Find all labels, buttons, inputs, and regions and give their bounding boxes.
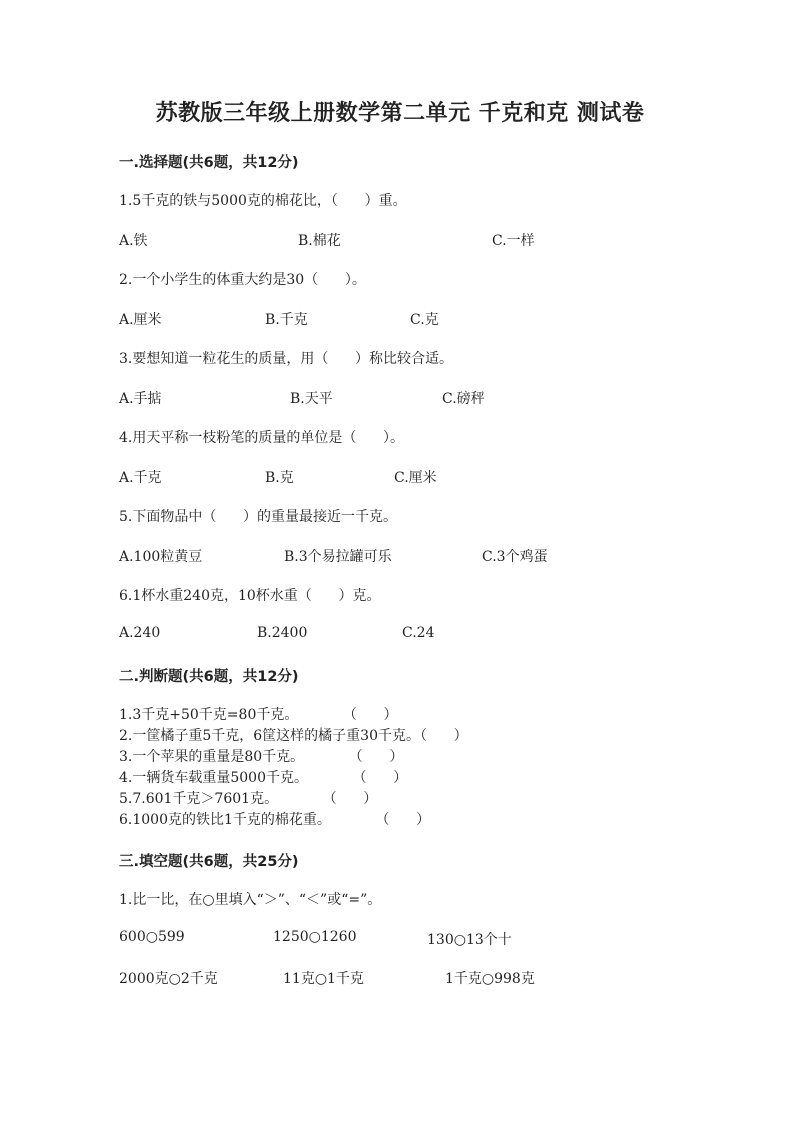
option-4a: A.千克 bbox=[119, 470, 162, 486]
option-5c: C.3个鸡蛋 bbox=[482, 549, 548, 565]
compare-item: 1250○1260 bbox=[273, 929, 357, 945]
option-2b: B.千克 bbox=[265, 312, 308, 328]
section-heading-fill-blank: 三.填空题(共6题，共25分) bbox=[119, 854, 299, 870]
test-title: 苏教版三年级上册数学第二单元 千克和克 测试卷 bbox=[155, 101, 645, 126]
option-4c: C.厘米 bbox=[394, 470, 437, 486]
option-3b: B.天平 bbox=[290, 391, 333, 407]
option-5a: A.100粒黄豆 bbox=[119, 549, 203, 565]
tf-item-2: 2.一筐橘子重5千克，6筐这样的橘子重30千克。（ ） bbox=[119, 728, 468, 744]
option-1c: C.一样 bbox=[492, 233, 535, 249]
section-heading-true-false: 二.判断题(共6题，共12分) bbox=[119, 669, 299, 685]
fill-question-1: 1.比一比，在○里填入“＞”、“＜”或“=”。 bbox=[119, 892, 382, 908]
option-1a: A.铁 bbox=[119, 233, 148, 249]
compare-item: 130○13个十 bbox=[427, 932, 512, 948]
compare-item: 1千克○998克 bbox=[445, 971, 535, 987]
compare-item: 2000克○2千克 bbox=[119, 971, 218, 987]
tf-item-4: 4.一辆货车载重量5000千克。 （ ） bbox=[119, 770, 408, 786]
tf-item-5: 5.7.601千克＞7601克。 （ ） bbox=[119, 791, 378, 807]
question-5: 5.下面物品中（ ）的重量最接近一千克。 bbox=[119, 509, 398, 525]
option-6c: C.24 bbox=[402, 625, 435, 641]
section-heading-multiple-choice: 一.选择题(共6题，共12分) bbox=[119, 155, 299, 171]
option-6b: B.2400 bbox=[257, 625, 308, 641]
option-2c: C.克 bbox=[410, 312, 439, 328]
option-5b: B.3个易拉罐可乐 bbox=[284, 549, 392, 565]
question-3: 3.要想知道一粒花生的质量，用（ ）称比较合适。 bbox=[119, 351, 454, 367]
question-1: 1.5千克的铁与5000克的棉花比，（ ）重。 bbox=[119, 193, 407, 209]
option-2a: A.厘米 bbox=[119, 312, 162, 328]
tf-item-3: 3.一个苹果的重量是80千克。 （ ） bbox=[119, 749, 404, 765]
tf-item-6: 6.1000克的铁比1千克的棉花重。 （ ） bbox=[119, 812, 431, 828]
question-6: 6.1杯水重240克，10杯水重（ ）克。 bbox=[119, 588, 381, 604]
option-3a: A.手掂 bbox=[119, 391, 162, 407]
option-1b: B.棉花 bbox=[298, 233, 341, 249]
option-4b: B.克 bbox=[265, 470, 294, 486]
option-3c: C.磅秤 bbox=[442, 391, 485, 407]
tf-item-1: 1.3千克+50千克=80千克。 （ ） bbox=[119, 707, 398, 723]
question-4: 4.用天平称一枝粉笔的质量的单位是（ ）。 bbox=[119, 430, 405, 446]
question-2: 2.一个小学生的体重大约是30（ ）。 bbox=[119, 272, 366, 288]
compare-item: 11克○1千克 bbox=[283, 971, 364, 987]
compare-item: 600○599 bbox=[119, 929, 185, 945]
option-6a: A.240 bbox=[119, 625, 161, 641]
